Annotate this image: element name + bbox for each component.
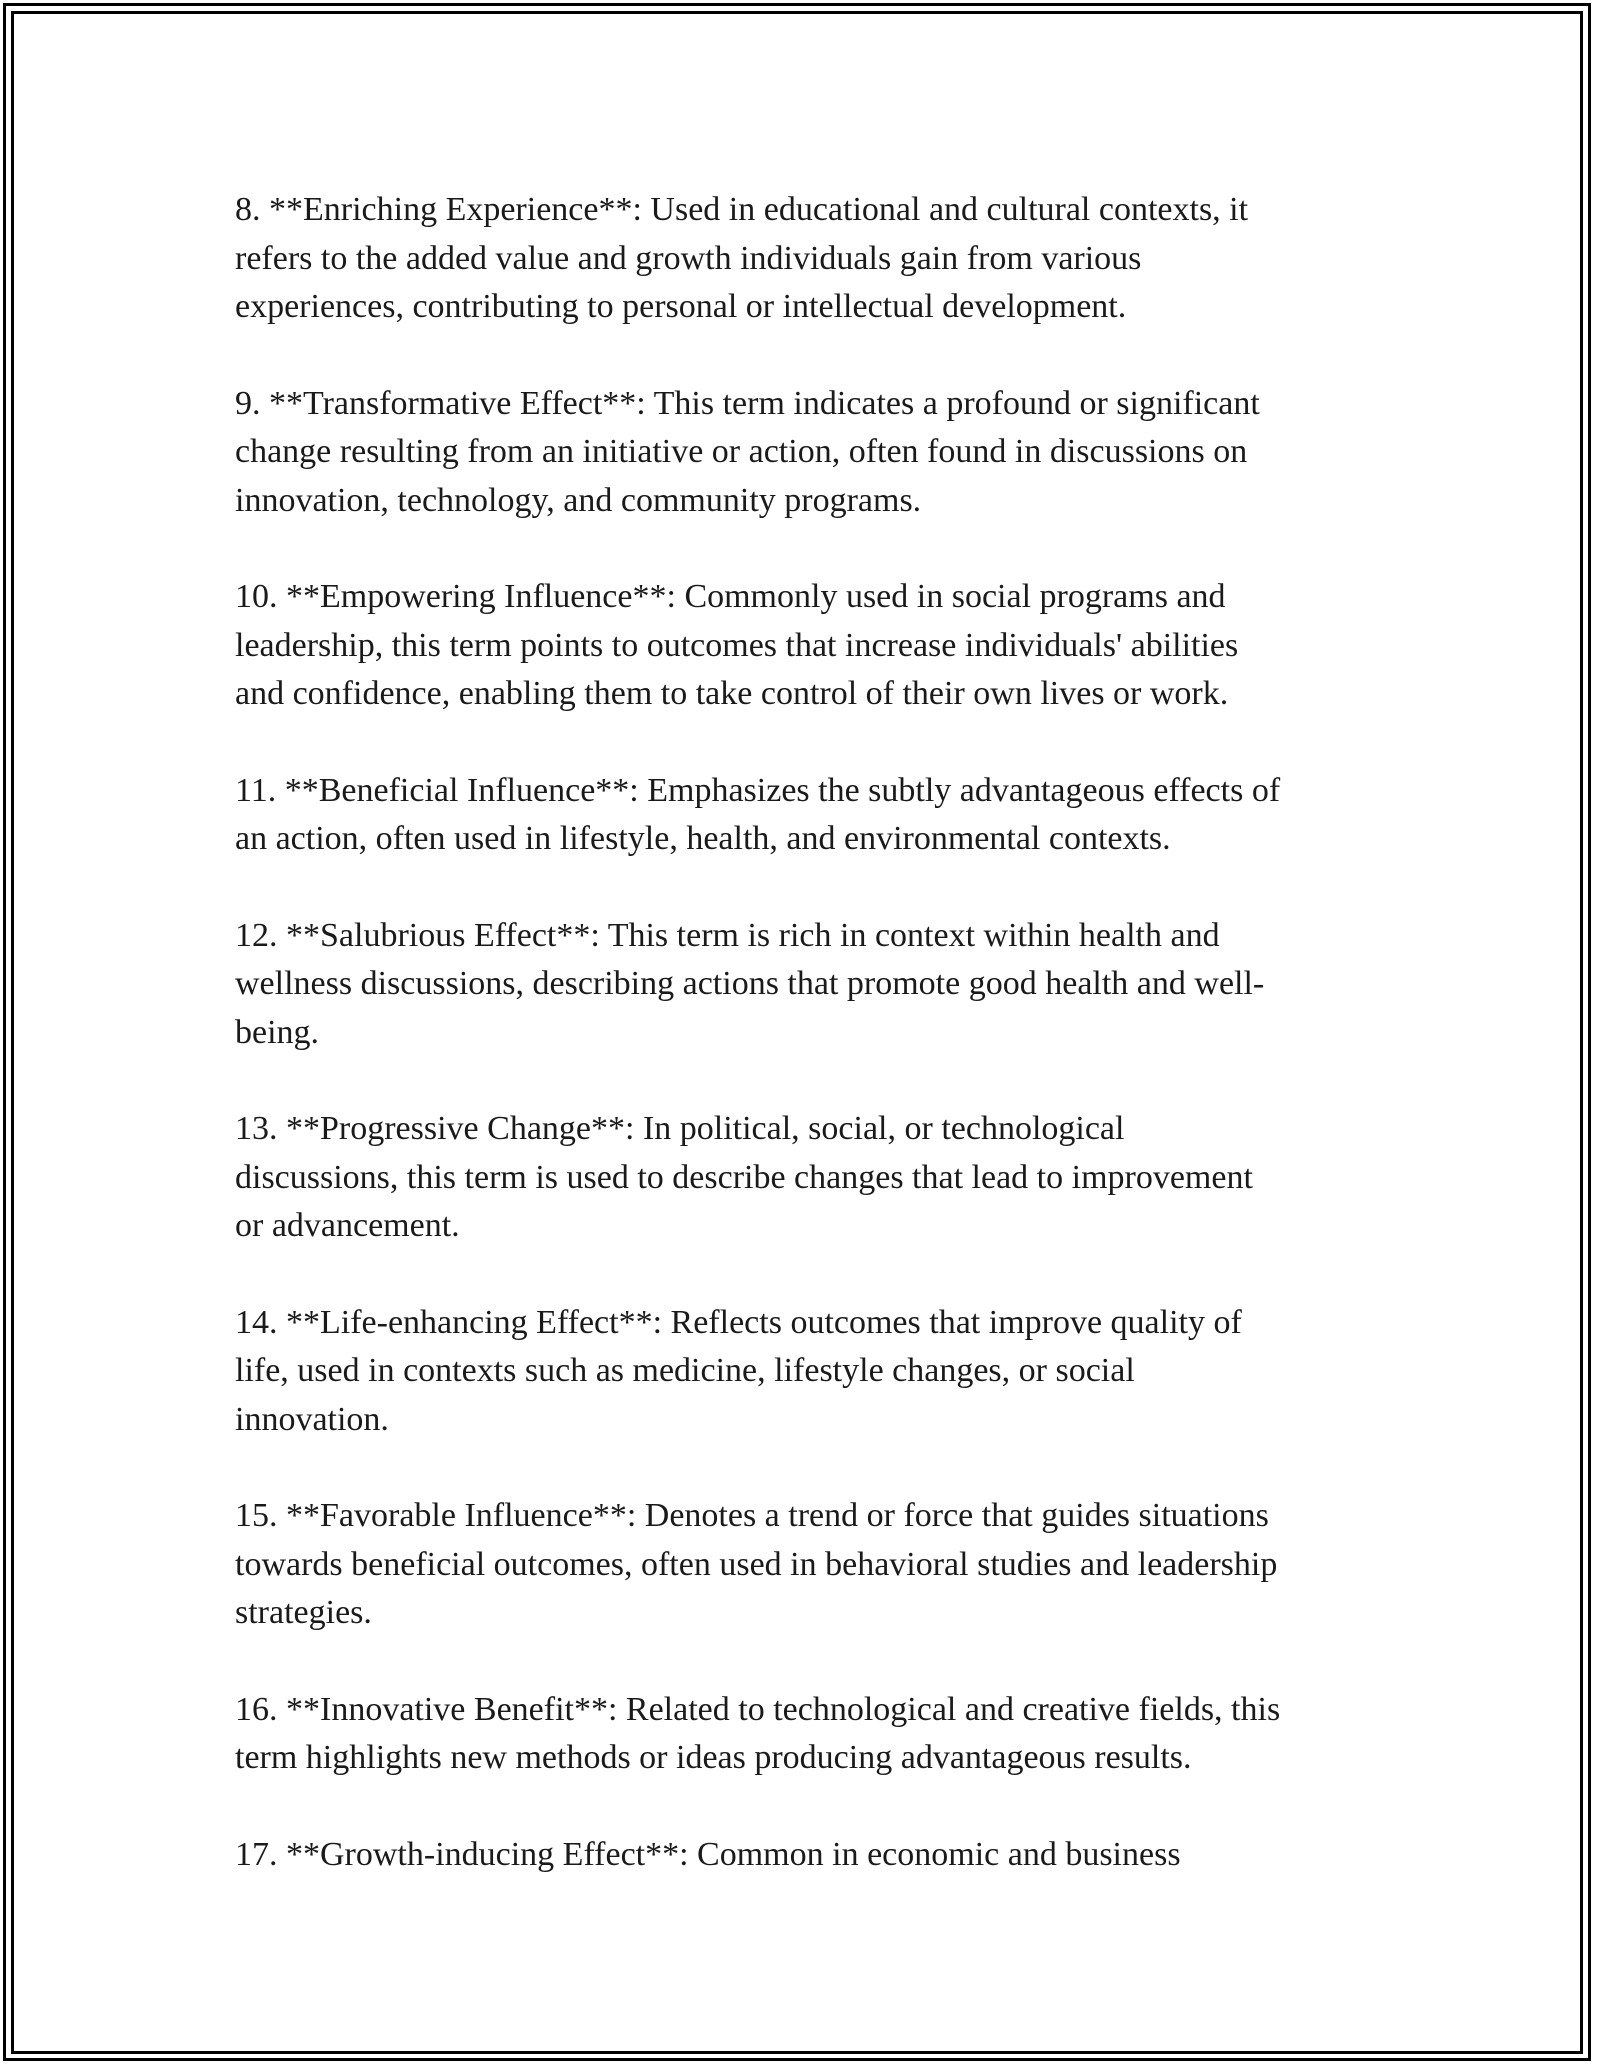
text-line: 14. **Life-enhancing Effect**: Reflects outcomes that improve quality of xyxy=(235,1303,1242,1341)
text-line: innovation, technology, and community programs. xyxy=(235,481,922,519)
text-line: strategies. xyxy=(235,1594,372,1631)
text-line: an action, often used in lifestyle, health, and environmental contexts. xyxy=(235,820,1171,857)
text-line: innovation. xyxy=(235,1400,389,1438)
text-line: experiences, contributing to personal or intellectual development. xyxy=(235,288,1127,325)
text-line: refers to the added value and growth individuals gain from various xyxy=(235,239,1142,277)
text-line: 16. **Innovative Benefit**: Related to technological and creative fields, this xyxy=(235,1690,1281,1728)
text-line: life, used in contexts such as medicine, lifestyle changes, or social xyxy=(235,1352,1135,1389)
text-line: 10. **Empowering Influence**: Commonly used in social programs and xyxy=(235,578,1226,615)
list-item-14 xyxy=(235,1299,1400,1445)
list-item-12 xyxy=(235,912,1400,1058)
text-line: 13. **Progressive Change**: In political, social, or technological xyxy=(235,1110,1125,1147)
text-line: leadership, this term points to outcomes that increase individuals' abilities xyxy=(235,626,1239,664)
text-line: and confidence, enabling them to take control of their own lives or work. xyxy=(235,675,1229,712)
list-item-10 xyxy=(235,573,1400,719)
text-line: 8. **Enriching Experience**: Used in educational and cultural contexts, it xyxy=(235,191,1249,228)
text-line: 12. **Salubrious Effect**: This term is rich in context within health and xyxy=(235,916,1220,954)
document-body xyxy=(235,186,1400,1927)
text-line: or advancement. xyxy=(235,1207,460,1244)
list-item-17 xyxy=(235,1831,1400,1880)
list-item-16 xyxy=(235,1686,1400,1783)
text-line: towards beneficial outcomes, often used in behavioral studies and leadership xyxy=(235,1545,1278,1583)
text-line: 15. **Favorable Influence**: Denotes a trend or force that guides situations xyxy=(235,1497,1269,1534)
list-item-9 xyxy=(235,380,1400,526)
text-line: change resulting from an initiative or action, often found in discussions on xyxy=(235,433,1248,470)
list-item-15 xyxy=(235,1492,1400,1638)
text-line: wellness discussions, describing actions that promote good health and well- xyxy=(235,965,1265,1002)
text-line: 17. **Growth-inducing Effect**: Common in economic and business xyxy=(235,1835,1181,1873)
list-item-13 xyxy=(235,1105,1400,1251)
text-line: being. xyxy=(235,1013,320,1051)
text-line: discussions, this term is used to describe changes that lead to improvement xyxy=(235,1158,1253,1196)
text-line: term highlights new methods or ideas producing advantageous results. xyxy=(235,1739,1192,1776)
text-line: 9. **Transformative Effect**: This term indicates a profound or significant xyxy=(235,384,1260,422)
text-line: 11. **Beneficial Influence**: Emphasizes the subtly advantageous effects of xyxy=(235,771,1281,809)
list-item-8 xyxy=(235,186,1400,332)
list-item-11 xyxy=(235,767,1400,864)
